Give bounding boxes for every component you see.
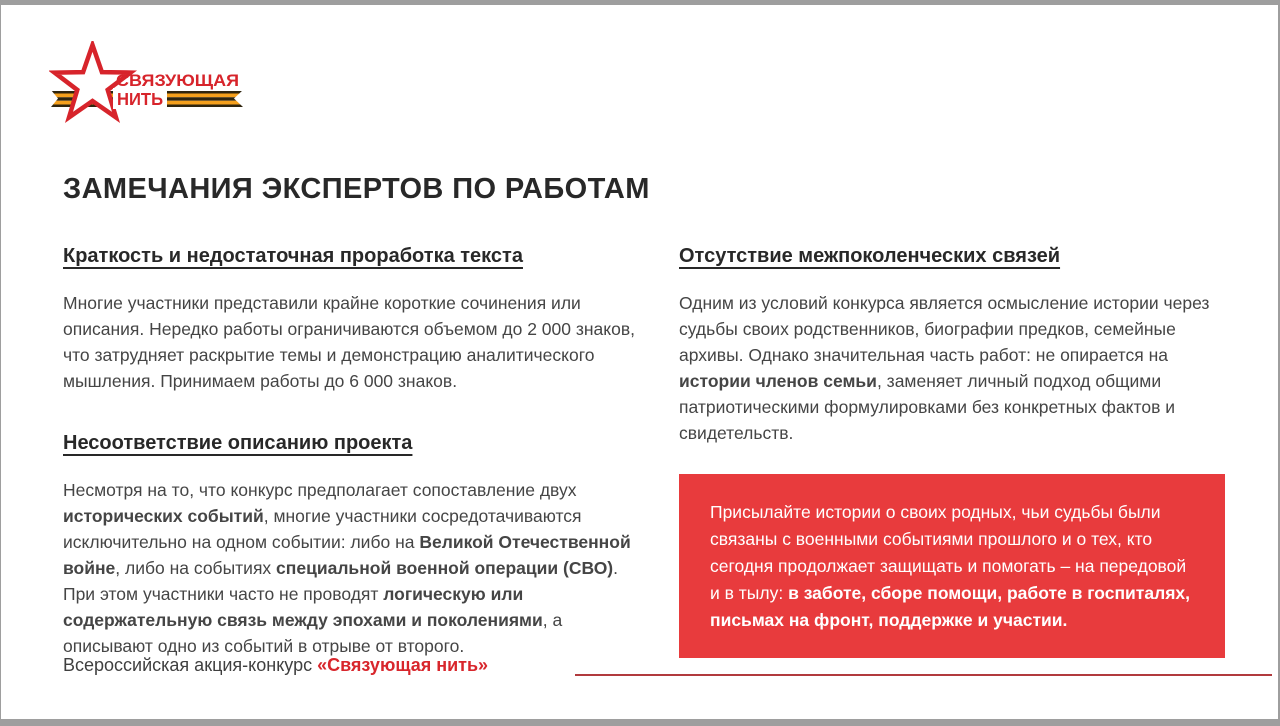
emphasized-text: специальной военной операции (СВО) <box>276 558 614 578</box>
footer-prefix: Всероссийская акция-конкурс <box>63 655 318 675</box>
footer-text <box>63 655 488 676</box>
section-brevity-heading: Краткость и недостаточная проработка текста <box>63 245 523 267</box>
body-text: . При этом участники часто не проводят <box>63 558 619 604</box>
body-text: Многие участники представили крайне короткие сочинения или описания. Нередко работы ограничиваются объемом до 2 000 знаков, что затрудняет раскрытие темы и демонстрацию аналитического мышления. Принимаем работы до 6 000 знаков. <box>63 293 636 391</box>
body-text: , заменяет личный подход общими патриотическими формулировками без конкретных фактов и свидетельств. <box>679 371 1176 443</box>
section-brevity <box>63 245 643 394</box>
emphasized-text: Великой Отечественной войне <box>63 532 631 578</box>
slide <box>1 5 1278 719</box>
footer-brand: «Связующая нить» <box>317 655 489 675</box>
emphasized-text: логическую или содержательную связь между эпохами и поколениями <box>63 584 543 630</box>
page-title: ЗАМЕЧАНИЯ ЭКСПЕРТОВ ПО РАБОТАМ <box>63 173 650 205</box>
emphasized-text: в заботе, сборе помощи, работе в госпиталях, письмах на фронт, поддержке и участии. <box>710 583 1191 630</box>
body-text: , а описывают одно из событий в отрыве от второго. <box>63 610 563 656</box>
emphasized-text: исторических событий <box>63 506 264 526</box>
logo-text-line2: НИТЬ <box>117 89 163 109</box>
body-text: Присылайте истории о своих родных, чьи судьбы были связаны с военными событиями прошлого и о тех, кто сегодня продолжает защищать и помогать – на передовой и в тылу: <box>710 502 1187 603</box>
body-text: , многие участники сосредотачиваются исключительно на одном событии: либо на <box>63 506 582 552</box>
body-text: Несмотря на то, что конкурс предполагает сопоставление двух <box>63 480 577 500</box>
section-mismatch <box>63 432 643 659</box>
logo-text-line1: СВЯЗУЮЩАЯ <box>116 71 239 90</box>
logo-graphic <box>49 41 249 136</box>
right-column <box>679 245 1225 658</box>
callout-text <box>710 499 1194 634</box>
left-column <box>63 245 643 659</box>
footer-divider-line <box>575 674 1272 676</box>
section-intergenerational <box>679 245 1225 446</box>
section-mismatch-heading: Несоответствие описанию проекта <box>63 432 413 454</box>
emphasized-text: истории членов семьи <box>679 371 877 391</box>
logo <box>49 41 249 136</box>
section-brevity-paragraph <box>63 290 643 394</box>
body-text: , либо на событиях <box>115 558 277 578</box>
section-intergenerational-heading: Отсутствие межпоколенческих связей <box>679 245 1061 267</box>
callout-box <box>679 474 1225 658</box>
body-text: Одним из условий конкурса является осмысление истории через судьбы своих родственников, биографии предков, семейные архивы. Однако значительная часть работ: не опирается на <box>679 293 1210 365</box>
section-intergenerational-paragraph <box>679 290 1225 446</box>
section-mismatch-paragraph <box>63 477 643 659</box>
